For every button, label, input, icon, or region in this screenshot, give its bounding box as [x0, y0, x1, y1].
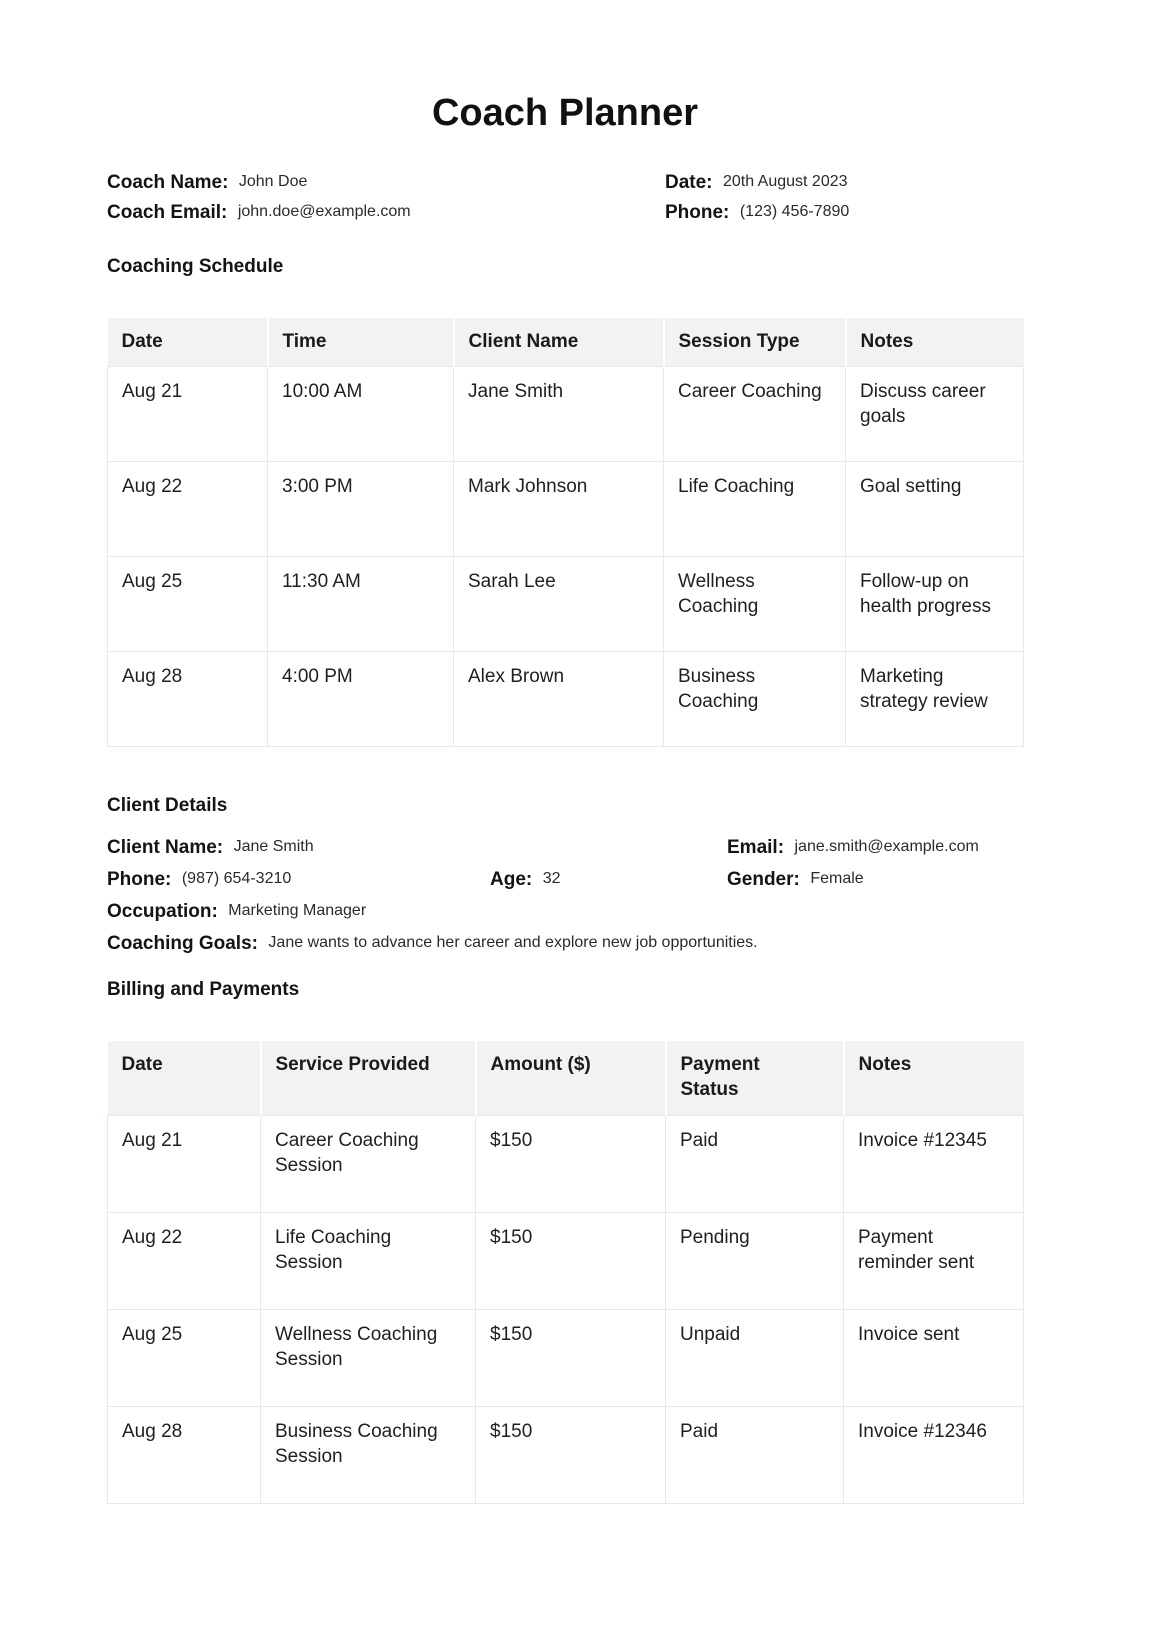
coach-name-label: Coach Name:: [107, 171, 229, 193]
table-row: [108, 1115, 1024, 1212]
billing-cell-service: Business Coaching Session: [261, 1406, 476, 1503]
coach-name-value: John Doe: [238, 172, 308, 190]
billing-cell-notes: Payment reminder sent: [844, 1212, 1024, 1309]
billing-header-row: [108, 1041, 1024, 1115]
client-age-field: [490, 869, 560, 891]
client-details-heading: Client Details: [107, 795, 228, 817]
billing-cell-status: Paid: [666, 1115, 844, 1212]
client-occupation-value: Marketing Manager: [228, 902, 367, 920]
billing-cell-date: Aug 28: [108, 1406, 261, 1503]
coach-info: [107, 172, 1023, 232]
client-phone-value: (987) 654-3210: [181, 870, 292, 888]
billing-col-date: Date: [108, 1041, 261, 1115]
table-row: [108, 462, 1024, 557]
billing-cell-service: Career Coaching Session: [261, 1115, 476, 1212]
coach-name-field: [107, 171, 308, 193]
client-email-value: jane.smith@example.com: [794, 838, 979, 856]
billing-cell-notes: Invoice sent: [844, 1309, 1024, 1406]
table-row: [108, 1309, 1024, 1406]
schedule-col-time: Time: [268, 318, 454, 367]
schedule-cell-client: Sarah Lee: [454, 557, 664, 652]
schedule-cell-notes: Follow-up on health progress: [846, 557, 1024, 652]
client-row-3: [107, 901, 1023, 933]
billing-cell-date: Aug 25: [108, 1309, 261, 1406]
billing-col-notes: Notes: [844, 1041, 1024, 1115]
schedule-cell-session: Business Coaching: [664, 652, 846, 747]
schedule-cell-date: Aug 22: [108, 462, 268, 557]
schedule-cell-date: Aug 25: [108, 557, 268, 652]
billing-cell-amount: $150: [476, 1212, 666, 1309]
schedule-cell-notes: Marketing strategy review: [846, 652, 1024, 747]
schedule-heading: Coaching Schedule: [107, 255, 284, 277]
client-phone-label: Phone:: [107, 869, 172, 891]
client-email-field: [727, 837, 979, 859]
schedule-col-session-type: Session Type: [664, 318, 846, 367]
document-page: [107, 0, 1023, 1641]
client-gender-label: Gender:: [727, 869, 800, 891]
schedule-cell-client: Jane Smith: [454, 367, 664, 462]
schedule-cell-time: 11:30 AM: [268, 557, 454, 652]
coach-phone-field: [665, 202, 849, 224]
client-details: [107, 837, 1023, 965]
billing-cell-notes: Invoice #12345: [844, 1115, 1024, 1212]
client-occupation-field: [107, 901, 367, 923]
schedule-cell-date: Aug 21: [108, 367, 268, 462]
schedule-cell-notes: Goal setting: [846, 462, 1024, 557]
schedule-cell-session: Career Coaching: [664, 367, 846, 462]
client-name-label: Client Name:: [107, 837, 224, 859]
client-age-value: 32: [542, 870, 561, 888]
billing-cell-date: Aug 22: [108, 1212, 261, 1309]
coaching-goals-field: [107, 933, 758, 955]
schedule-cell-notes: Discuss career goals: [846, 367, 1024, 462]
schedule-cell-client: Alex Brown: [454, 652, 664, 747]
billing-col-service: Service Provided: [261, 1041, 476, 1115]
billing-cell-status: Pending: [666, 1212, 844, 1309]
schedule-header-row: [108, 318, 1024, 367]
billing-cell-amount: $150: [476, 1115, 666, 1212]
client-age-label: Age:: [490, 869, 533, 891]
table-row: [108, 1212, 1024, 1309]
coaching-goals-value: Jane wants to advance her career and explore new job opportunities.: [268, 934, 758, 952]
coach-info-row-1: [107, 172, 1023, 202]
billing-cell-status: Paid: [666, 1406, 844, 1503]
date-field: [665, 172, 848, 194]
client-name-value: Jane Smith: [233, 838, 314, 856]
coach-email-field: [107, 201, 411, 223]
coach-info-row-2: [107, 202, 1023, 232]
billing-cell-amount: $150: [476, 1309, 666, 1406]
page-title: Coach Planner: [431, 92, 699, 134]
schedule-cell-date: Aug 28: [108, 652, 268, 747]
table-row: [108, 367, 1024, 462]
coach-email-label: Coach Email:: [107, 201, 228, 223]
schedule-cell-time: 10:00 AM: [268, 367, 454, 462]
billing-col-amount: Amount ($): [476, 1041, 666, 1115]
client-row-2: [107, 869, 1023, 901]
client-occupation-label: Occupation:: [107, 901, 218, 923]
schedule-col-client-name: Client Name: [454, 318, 664, 367]
client-gender-field: [727, 869, 864, 891]
table-row: [108, 557, 1024, 652]
date-value: 20th August 2023: [722, 172, 848, 190]
coach-phone-label: Phone:: [665, 201, 730, 223]
client-phone-field: [107, 869, 292, 891]
schedule-col-date: Date: [108, 318, 268, 367]
table-row: [108, 1406, 1024, 1503]
billing-cell-amount: $150: [476, 1406, 666, 1503]
schedule-cell-session: Life Coaching: [664, 462, 846, 557]
schedule-col-notes: Notes: [846, 318, 1024, 367]
coaching-goals-label: Coaching Goals:: [107, 933, 258, 955]
schedule-cell-client: Mark Johnson: [454, 462, 664, 557]
billing-col-payment-status: Payment Status: [666, 1041, 844, 1115]
billing-cell-service: Wellness Coaching Session: [261, 1309, 476, 1406]
billing-cell-notes: Invoice #12346: [844, 1406, 1024, 1503]
schedule-table: [107, 318, 1024, 748]
client-email-label: Email:: [727, 837, 785, 859]
billing-cell-service: Life Coaching Session: [261, 1212, 476, 1309]
client-name-field: [107, 837, 314, 859]
schedule-cell-session: Wellness Coaching: [664, 557, 846, 652]
client-row-4: [107, 933, 1023, 965]
client-gender-value: Female: [810, 870, 864, 888]
schedule-cell-time: 3:00 PM: [268, 462, 454, 557]
client-row-1: [107, 837, 1023, 869]
billing-cell-status: Unpaid: [666, 1309, 844, 1406]
schedule-cell-time: 4:00 PM: [268, 652, 454, 747]
billing-heading: Billing and Payments: [107, 979, 300, 1001]
coach-phone-value: (123) 456-7890: [739, 202, 850, 220]
date-label: Date:: [665, 171, 713, 193]
coach-email-value: john.doe@example.com: [237, 202, 411, 220]
billing-cell-date: Aug 21: [108, 1115, 261, 1212]
billing-table: [107, 1041, 1024, 1503]
table-row: [108, 652, 1024, 747]
